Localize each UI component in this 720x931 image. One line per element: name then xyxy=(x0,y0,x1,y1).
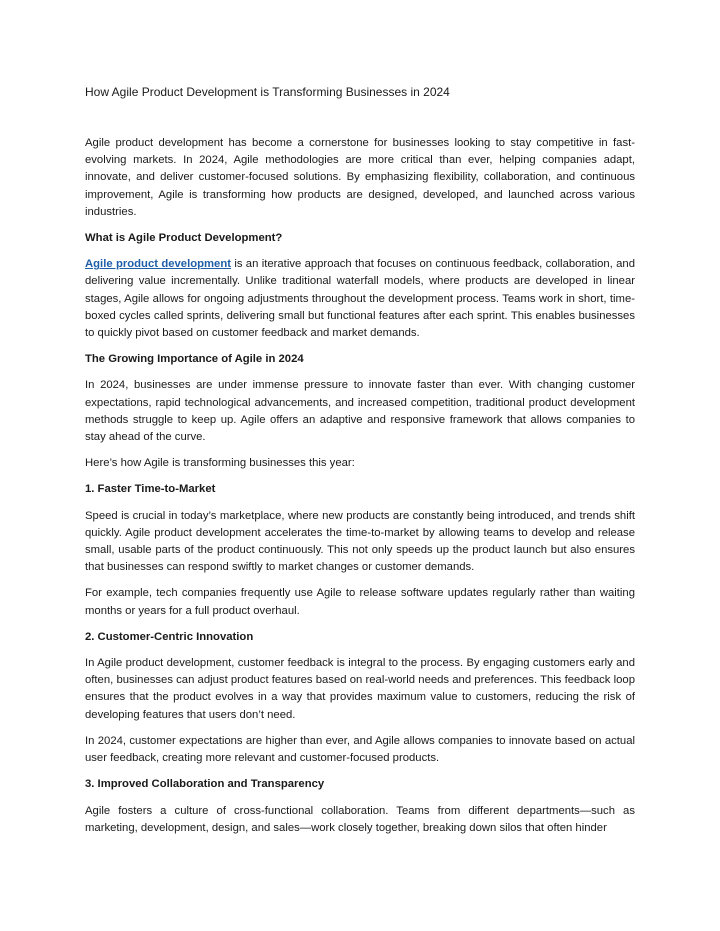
document-body xyxy=(85,135,635,846)
section-heading-collaboration: 3. Improved Collaboration and Transparency xyxy=(85,778,325,791)
customer-centric-paragraph: In Agile product development, customer feedback is integral to the process. By engaging customers early and often, businesses can adjust product features based on real-world needs and preferences. This feedback loop ensures that the product evolves in a way that provides maximum value to customers, reducing the risk of developing features that users don’t need. xyxy=(85,657,635,721)
intro-paragraph: Agile product development has become a cornerstone for businesses looking to stay competitive in fast-evolving markets. In 2024, Agile methodologies are more critical than ever, helping companies adapt, innovate, and deliver customer-focused solutions. By emphasizing flexibility, collaboration, and continuous improvement, Agile is transforming how products are designed, developed, and launched across various industries. xyxy=(85,137,635,218)
what-is-agile-paragraph xyxy=(85,256,635,342)
agile-product-development-link[interactable]: Agile product development xyxy=(85,258,231,271)
section-heading-growing-importance: The Growing Importance of Agile in 2024 xyxy=(85,353,304,366)
what-is-agile-text: is an iterative approach that focuses on continuous feedback, collaboration, and delivering value incrementally. Unlike traditional waterfall models, where products are developed in linear stages, Agile allows for ongoing adjustments throughout the development process. Teams work in short, time-boxed cycles called sprints, delivering small but functional features after each sprint. This enables businesses to quickly pivot based on customer feedback and market demands. xyxy=(85,258,635,340)
faster-time-to-market-paragraph: Speed is crucial in today’s marketplace, where new products are constantly being introduced, and trends shift quickly. Agile product development accelerates the time-to-market by allowing teams to develop and release small, usable parts of the product continuously. This not only speeds up the product launch but also ensures that businesses can respond swiftly to market changes or customer demands. xyxy=(85,509,635,574)
growing-importance-paragraph: In 2024, businesses are under immense pressure to innovate faster than ever. With changing customer expectations, rapid technological advancements, and increased competition, traditional product development methods struggle to keep up. Agile offers an adaptive and responsive framework that allows companies to stay ahead of the curve. xyxy=(85,379,635,444)
section-heading-what-is-agile: What is Agile Product Development? xyxy=(85,232,283,245)
customer-centric-expectations-paragraph: In 2024, customer expectations are higher than ever, and Agile allows companies to innovate based on actual user feedback, creating more relevant and customer-focused products. xyxy=(85,734,635,765)
section-heading-customer-centric: 2. Customer-Centric Innovation xyxy=(85,630,254,643)
section-heading-faster-time-to-market: 1. Faster Time-to-Market xyxy=(85,483,216,496)
transforming-intro-paragraph: Here’s how Agile is transforming businesses this year: xyxy=(85,457,355,470)
faster-time-to-market-example-paragraph: For example, tech companies frequently use Agile to release software updates regularly rather than waiting months or years for a full product overhaul. xyxy=(85,587,635,617)
document-title: How Agile Product Development is Transforming Businesses in 2024 xyxy=(85,85,450,99)
collaboration-paragraph: Agile fosters a culture of cross-functional collaboration. Teams from different departments—such as marketing, development, design, and sales—work closely together, breaking down silos that often hinder xyxy=(85,804,635,834)
